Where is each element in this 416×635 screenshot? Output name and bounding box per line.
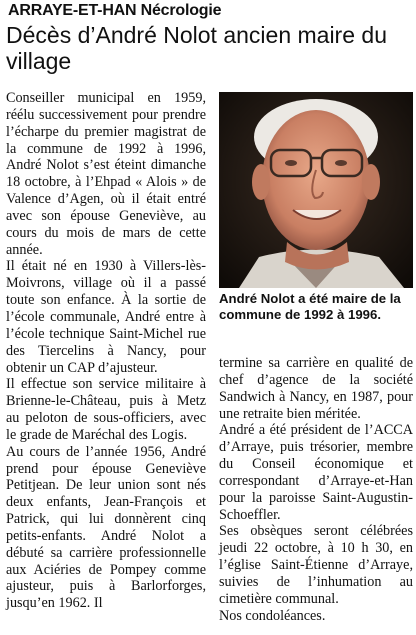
body-paragraph: Il était né en 1930 à Villers-lès-Moivrons, village où il a passé toute son enfance. À la sortie de l’école communale, André entre à l’école technique Saint-Michel rue des Tiercelins à Nancy, pour obtenir un CAP d’ajusteur. (6, 258, 206, 376)
article-kicker: ARRAYE-ET-HAN Nécrologie (8, 2, 222, 19)
article-body-left-column (6, 90, 206, 612)
portrait-photo (219, 92, 413, 288)
article-body-right-column (219, 355, 413, 625)
photo-caption: André Nolot a été maire de la commune de 1992 à 1996. (219, 291, 401, 322)
body-paragraph: Nos condoléances. (219, 607, 326, 624)
article-headline: Décès d’André Nolot ancien maire du village (6, 22, 387, 74)
body-paragraph: Il effectue son service militaire à Brienne-le-Château, puis à Metz au peloton de sous-officiers, avec le grade de Maréchal des Logis. (6, 376, 206, 443)
body-paragraph: Au cours de l’année 1956, André prend pour épouse Geneviève Petitjean. De leur union sont nés deux enfants, Jean-François et Patrick, qui lui donnèrent cinq petits-enfants. André Nolot a débuté sa carrière professionnelle aux Aciéries de Pompey comme ajusteur, puis à Barlorforges, jusqu’en 1962. Il (6, 443, 206, 612)
body-paragraph: Ses obsèques seront célébrées jeudi 22 octobre, à 10 h 30, en l’église Saint-Étienne d’Arraye, suivies de l’inhumation au cimetière communal. (219, 523, 413, 607)
body-paragraph: termine sa carrière en qualité de chef d’agence de la société Sandwich à Nancy, en 1987, pour une retraite bien méritée. (219, 355, 413, 422)
body-paragraph: André a été président de l’ACCA d’Arraye, puis trésorier, membre du Conseil économique et correspondant d’Arraye-et-Han pour la paroisse Saint-Augustin-Schoeffler. (219, 422, 413, 523)
body-paragraph: Conseiller municipal en 1959, réélu successivement pour prendre l’écharpe du premier magistrat de la commune de 1992 à 1996, André Nolot s’est éteint dimanche 18 octobre, à l’Ehpad « Alois » de Valence d’Agen, où il était entré avec son épouse Geneviève, au cours du mois de mars de cette année. (6, 90, 206, 258)
